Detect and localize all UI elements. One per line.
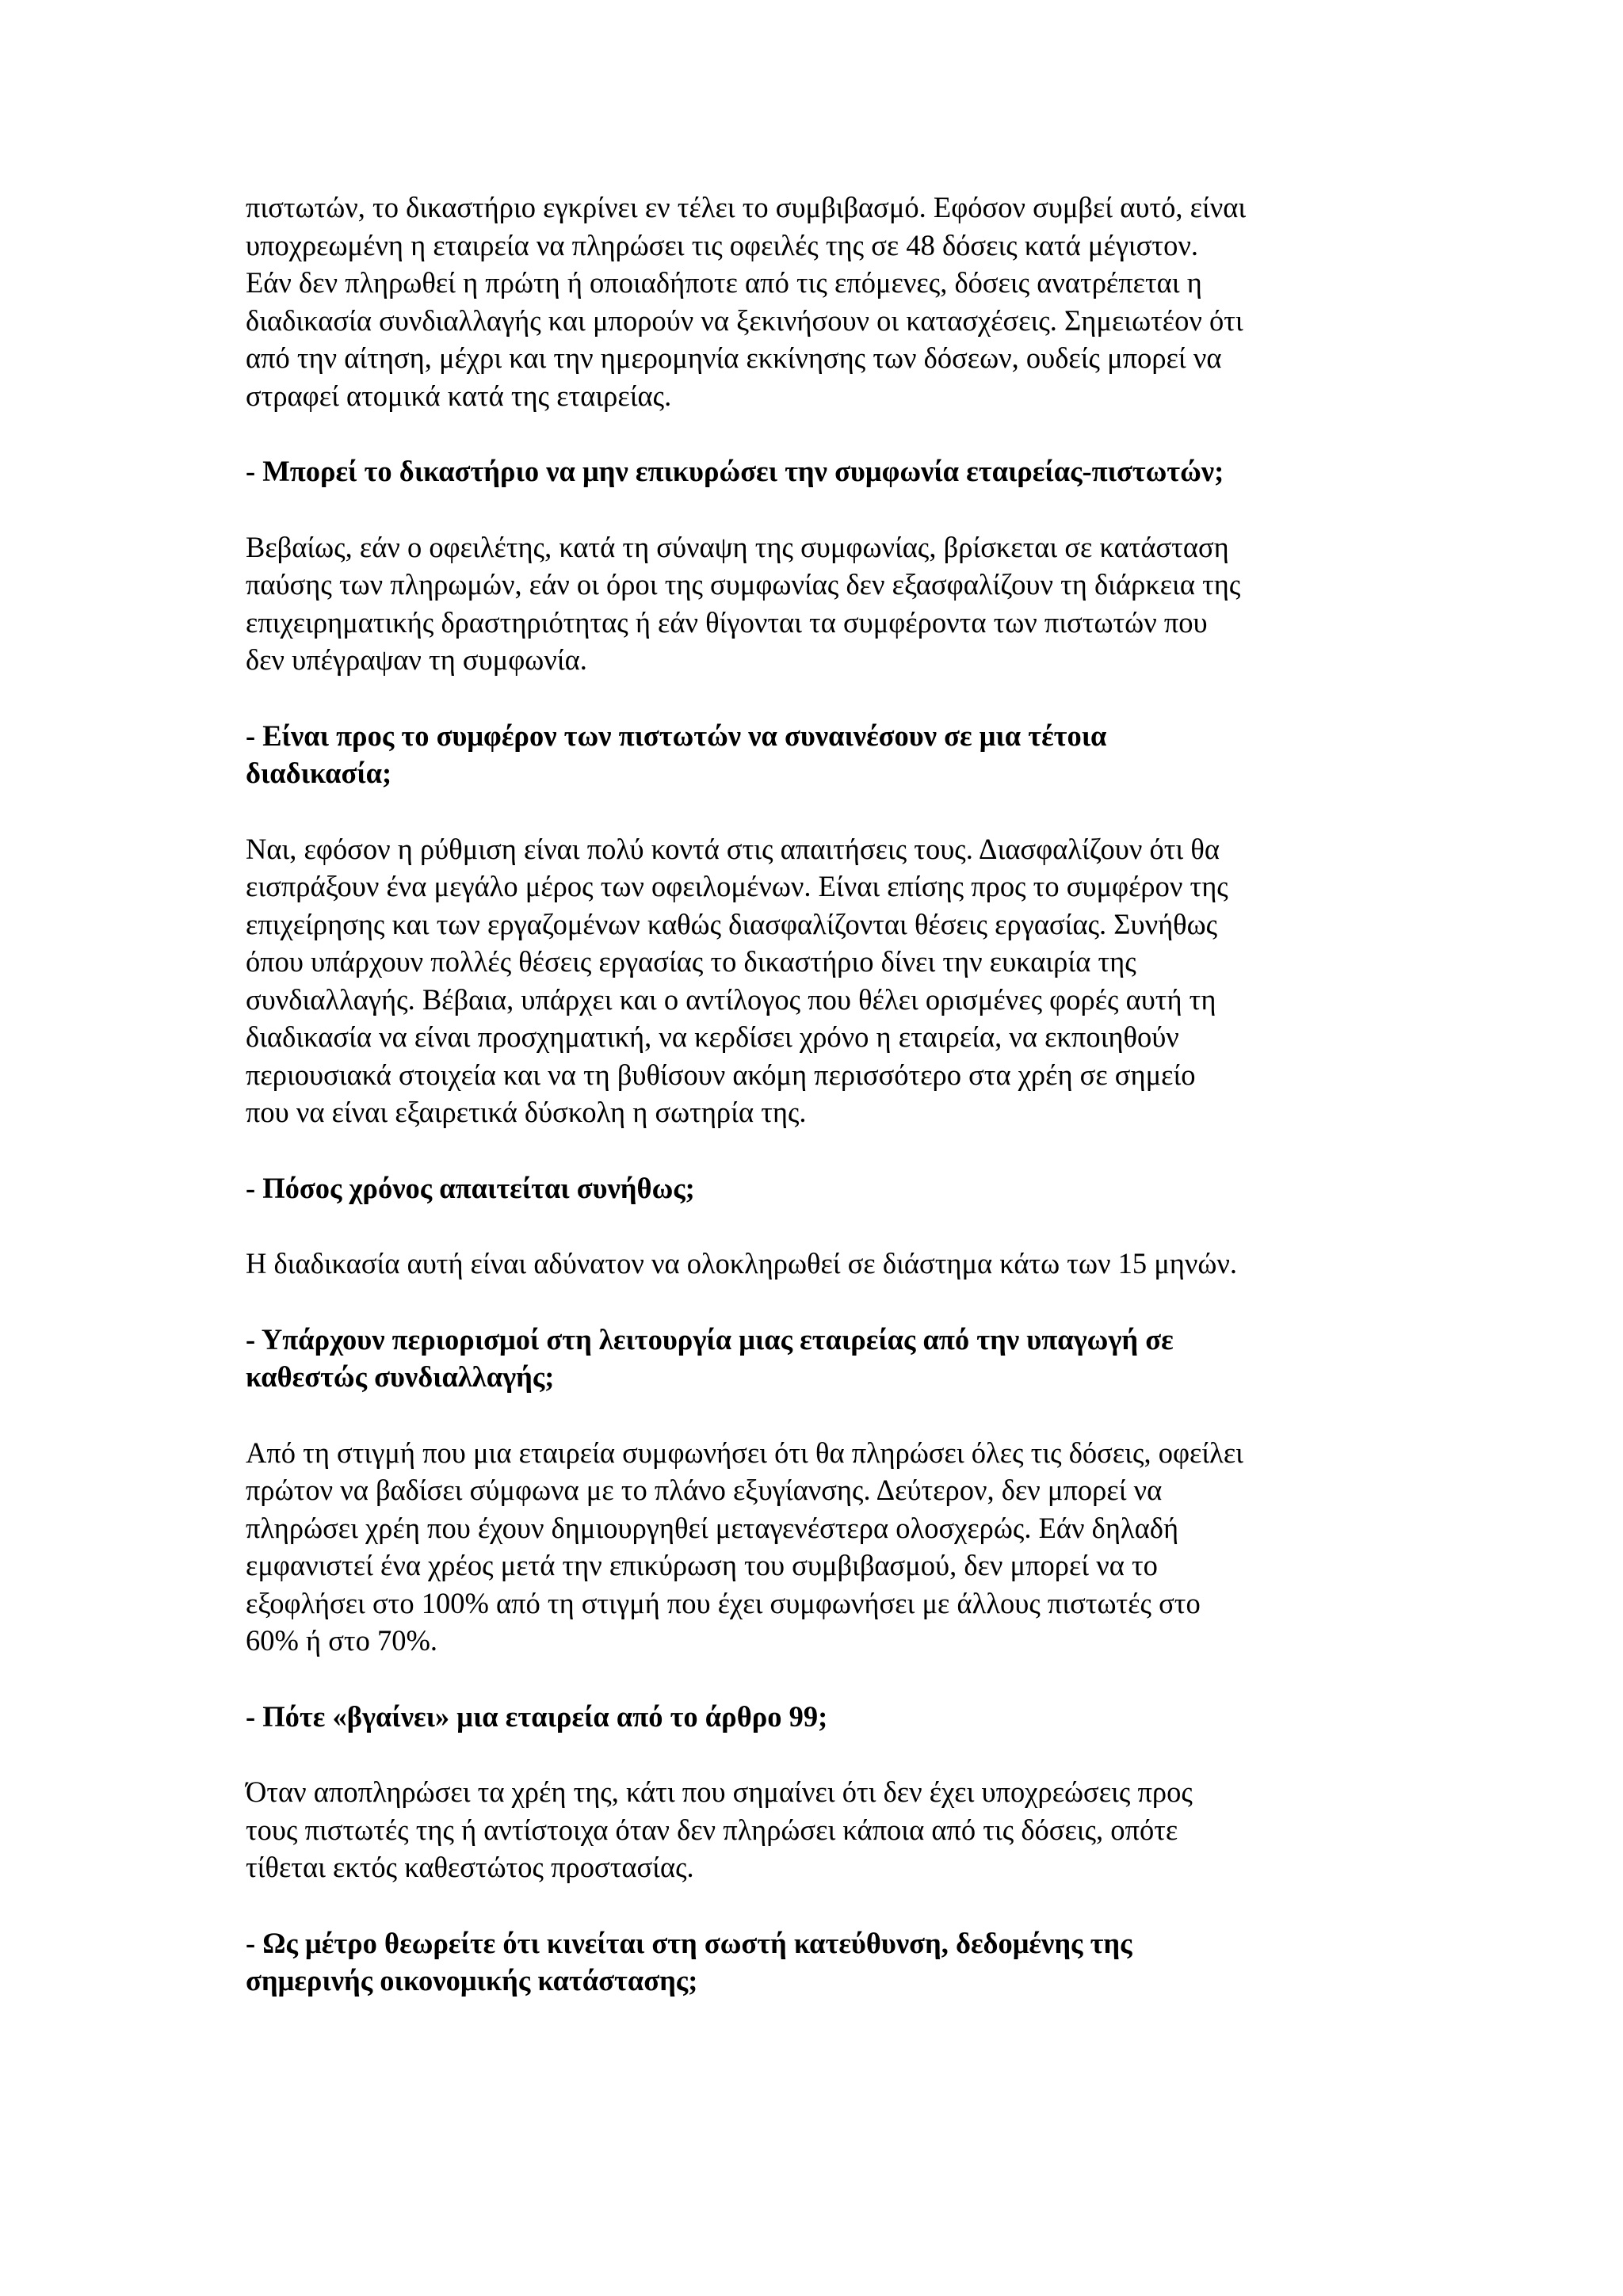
text-line: όπου υπάρχουν πολλές θέσεις εργασίας το δικαστήριο δίνει την ευκαιρία της (246, 945, 1136, 978)
question-line: - Υπάρχουν περιορισμοί στη λειτουργία μιας εταιρείας από την υπαγωγή σε (246, 1322, 1174, 1356)
question-creditor-interest (246, 717, 1387, 792)
question-line: διαδικασία; (246, 757, 392, 789)
question-line: - Ως μέτρο θεωρείτε ότι κινείται στη σωστή κατεύθυνση, δεδομένης της (246, 1926, 1132, 1959)
text-line: εισπράξουν ένα μεγάλο μέρος των οφειλομένων. Είναι επίσης προς το συμφέρον της (246, 870, 1228, 902)
question-court-ratification (246, 452, 1387, 490)
question-line: σημερινής οικονομικής κατάστασης; (246, 1964, 698, 1997)
text-line: Βεβαίως, εάν ο οφειλέτης, κατά τη σύναψη της συμφωνίας, βρίσκεται σε κατάσταση (246, 530, 1229, 563)
text-line: Όταν αποπληρώσει τα χρέη της, κάτι που σημαίνει ότι δεν έχει υποχρεώσεις προς (246, 1775, 1193, 1808)
text-line: διαδικασία να είναι προσχηματική, να κερδίσει χρόνο η εταιρεία, να εκποιηθούν (246, 1020, 1179, 1053)
question-right-direction (246, 1924, 1387, 2000)
text-line: παύσης των πληρωμών, εάν οι όροι της συμφωνίας δεν εξασφαλίζουν τη διάρκεια της (246, 568, 1241, 601)
answer-duration (246, 1245, 1387, 1283)
text-line: στραφεί ατομικά κατά της εταιρείας. (246, 379, 672, 412)
text-line: από την αίτηση, μέχρι και την ημερομηνία εκκίνησης των δόσεων, ουδείς μπορεί να (246, 341, 1222, 374)
question-line: - Μπορεί το δικαστήριο να μην επικυρώσει την συμφωνία εταιρείας-πιστωτών; (246, 455, 1224, 487)
question-line: - Πόσος χρόνος απαιτείται συνήθως; (246, 1171, 695, 1204)
text-line: διαδικασία συνδιαλλαγής και μπορούν να ξεκινήσουν οι κατασχέσεις. Σημειωτέον ότι (246, 303, 1243, 337)
text-line: συνδιαλλαγής. Βέβαια, υπάρχει και ο αντίλογος που θέλει ορισμένες φορές αυτή τη (246, 982, 1216, 1016)
question-line: καθεστώς συνδιαλλαγής; (246, 1360, 555, 1393)
text-line: τους πιστωτές της ή αντίστοιχα όταν δεν πληρώσει κάποια από τις δόσεις, οπότε (246, 1813, 1178, 1846)
text-line: περιουσιακά στοιχεία και να τη βυθίσουν ακόμη περισσότερο στα χρέη σε σημείο (246, 1058, 1196, 1091)
question-line: - Πότε «βγαίνει» μια εταιρεία από το άρθρο 99; (246, 1699, 828, 1733)
text-line: υποχρεωμένη η εταιρεία να πληρώσει τις οφειλές της σε 48 δόσεις κατά μέγιστον. (246, 228, 1198, 261)
text-line: Ναι, εφόσον η ρύθμιση είναι πολύ κοντά στις απαιτήσεις τους. Διασφαλίζουν ότι θα (246, 832, 1220, 865)
text-line: 60% ή στο 70%. (246, 1624, 437, 1657)
paragraph-court-approval (246, 189, 1387, 414)
answer-operating-restrictions (246, 1434, 1387, 1660)
text-line: δεν υπέγραψαν τη συμφωνία. (246, 643, 587, 676)
question-operating-restrictions (246, 1321, 1387, 1396)
text-line: πρώτον να βαδίσει σύμφωνα με το πλάνο εξυγίανσης. Δεύτερον, δεν μπορεί να (246, 1474, 1163, 1506)
text-line: πιστωτών, το δικαστήριο εγκρίνει εν τέλει το συμβιβασμό. Εφόσον συμβεί αυτό, είναι (246, 191, 1247, 223)
answer-creditor-interest (246, 830, 1387, 1131)
question-duration (246, 1169, 1387, 1207)
question-line: - Είναι προς το συμφέρον των πιστωτών να συναινέσουν σε μια τέτοια (246, 719, 1107, 752)
text-line: Από τη στιγμή που μια εταιρεία συμφωνήσει ότι θα πληρώσει όλες τις δόσεις, οφείλει (246, 1436, 1244, 1469)
text-line: επιχειρηματικής δραστηριότητας ή εάν θίγονται τα συμφέροντα των πιστωτών που (246, 605, 1208, 639)
text-line: επιχείρησης και των εργαζομένων καθώς διασφαλίζονται θέσεις εργασίας. Συνήθως (246, 907, 1218, 940)
text-line: που να είναι εξαιρετικά δύσκολη η σωτηρία της. (246, 1096, 807, 1128)
answer-exit-article-99 (246, 1773, 1387, 1886)
text-line: Η διαδικασία αυτή είναι αδύνατον να ολοκληρωθεί σε διάστημα κάτω των 15 μηνών. (246, 1247, 1238, 1280)
text-line: εξοφλήσει στο 100% από τη στιγμή που έχει συμφωνήσει με άλλους πιστωτές στο (246, 1586, 1201, 1619)
document-page (246, 189, 1387, 2038)
text-line: τίθεται εκτός καθεστώτος προστασίας. (246, 1851, 694, 1883)
text-line: πληρώσει χρέη που έχουν δημιουργηθεί μεταγενέστερα ολοσχερώς. Εάν δηλαδή (246, 1511, 1179, 1544)
question-exit-article-99 (246, 1698, 1387, 1736)
text-line: Εάν δεν πληρωθεί η πρώτη ή οποιαδήποτε από τις επόμενες, δόσεις ανατρέπεται η (246, 266, 1202, 299)
answer-court-ratification (246, 528, 1387, 679)
text-line: εμφανιστεί ένα χρέος μετά την επικύρωση του συμβιβασμού, δεν μπορεί να το (246, 1549, 1158, 1581)
